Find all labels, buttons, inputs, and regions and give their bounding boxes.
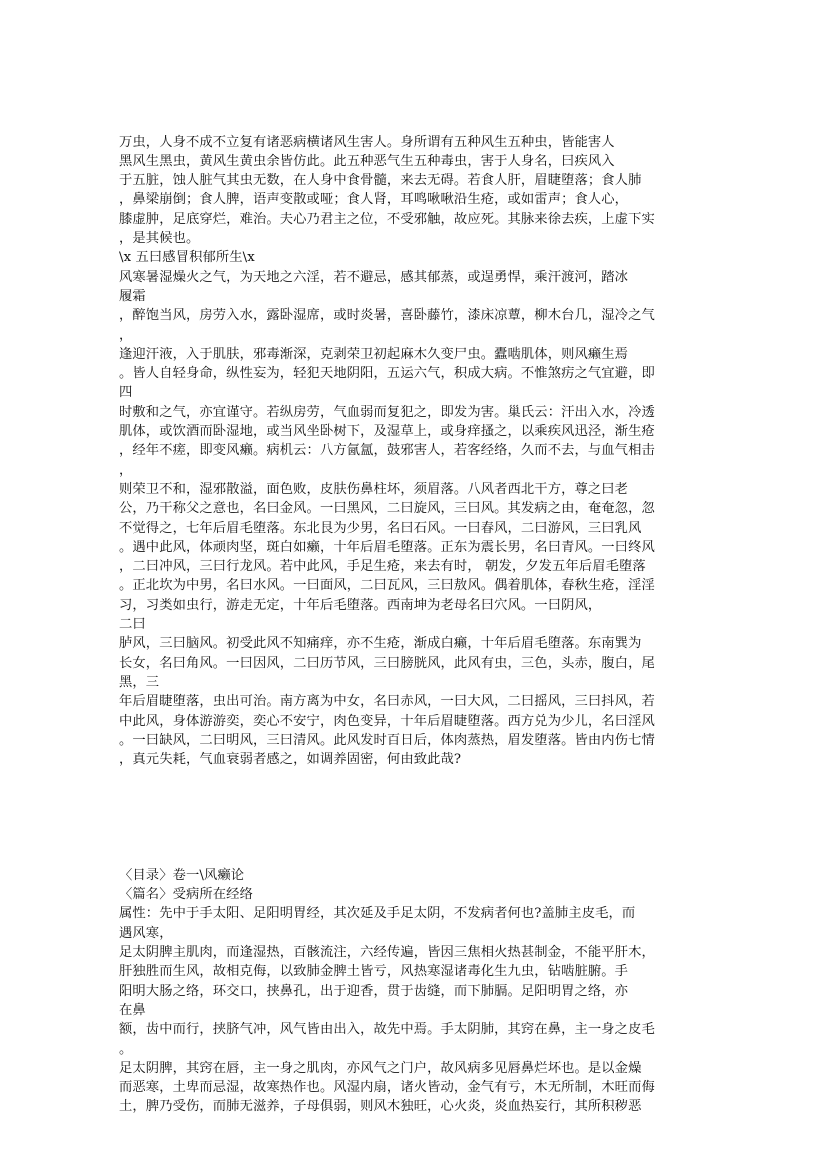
text-line: 在鼻 xyxy=(119,1002,146,1018)
text-line: 阳明大肠之络，环交口，挟鼻孔，出于迎香，贯于齿缝，而下肺膈。足阳明胃之络，亦 xyxy=(119,983,629,999)
text-line: 遇风寒， xyxy=(119,925,173,941)
section-fenglai-lun xyxy=(119,866,699,1117)
text-line: 足太阴脾，其窍在唇，主一身之肌肉，亦风气之门户，故风病多见唇鼻烂坏也。是以金燥 xyxy=(119,1060,642,1076)
text-line: 。遇中此风，体顽肉坚，斑白如癞，十年后眉毛堕落。正东为震长男，名曰青风。一曰终风 xyxy=(119,539,655,555)
text-line: 土，脾乃受伤，而肺无滋养，子母俱弱，则风木独旺，心火炎，炎血热妄行，其所积秽恶 xyxy=(119,1099,642,1115)
text-line: ，醉饱当风，房劳入水，露卧湿席，或时炎暑，喜卧藤竹，漆床凉蕈，柳木台几，湿冷之气 xyxy=(119,308,655,324)
document-body xyxy=(119,94,699,1155)
text-line: ，是其候也。 xyxy=(119,231,200,247)
text-line: ， xyxy=(119,462,133,478)
text-line: 肝独胜而生风，故相克侮，以致肺金脾土皆亏，风热寒湿诸毒化生九虫，钻啮脏腑。手 xyxy=(119,964,629,980)
text-line: 二曰 xyxy=(119,617,146,633)
text-line: 黑，三 xyxy=(119,674,160,690)
text-line: 足太阴脾主肌肉，而逢湿热，百骸流注，六经传遍，皆因三焦相火热甚制金，不能平肝木， xyxy=(119,945,655,961)
text-line: 四 xyxy=(119,385,133,401)
text-line: 属性：先中于手太阳、足阳明胃经，其次延及手足太阴，不发病者何也?盖肺主皮毛，而 xyxy=(119,906,636,922)
text-line: 习，习类如虫行，游走无定，十年后毛堕落。西南坤为老母名曰穴风。一曰阴风， xyxy=(119,597,602,613)
text-line: 万虫，人身不成不立复有诸恶病横诸风生害人。身所谓有五种风生五种虫，皆能害人 xyxy=(119,134,615,150)
text-line: 胪风，三曰脑风。初受此风不知痛痒，亦不生疮，渐成白癞，十年后眉毛堕落。东南巽为 xyxy=(119,636,642,652)
text-line: 。皆人自轻身命，纵性妄为，轻犯天地阴阳，五运六气，积成大病。不惟煞疠之气宜避，即 xyxy=(119,366,655,382)
text-line: 额，齿中而行，挟脐气冲，风气皆由出入，故先中焉。手太阴肺，其窍在鼻，主一身之皮毛 xyxy=(119,1022,655,1038)
text-line: 逢迎汗液，入于肌肤，邪毒渐深，克剥荣卫初起麻木久变尸虫。蠹啮肌体，则风癞生焉 xyxy=(119,346,629,362)
text-line: 黑风生黑虫，黄风生黄虫余皆仿此。此五种恶气生五种毒虫，害于人身名，曰疾风入 xyxy=(119,153,615,169)
text-line: 履霜 xyxy=(119,288,146,304)
text-line: 于五脏，蚀人脏气其虫无数，在人身中食骨髓，来去无碍。若食人肝，眉睫堕落；食人肺 xyxy=(119,173,642,189)
text-line: ，鼻梁崩倒；食人脾，语声变散或哑；食人肾，耳鸣啾啾沿生疮，或如雷声；食人心， xyxy=(119,192,629,208)
text-line: 膝虚肿，足底穿烂，难治。夫心乃君主之位，不受邪触，故应死。其脉来徐去疾，上虚下实 xyxy=(119,211,655,227)
text-line: 。正北坎为中男，名曰水风。一曰面风，二曰瓦风，三曰敖风。偶着肌体，春秋生疮，淫淫 xyxy=(119,578,655,594)
text-line: 则荣卫不和，湿邪散溢，面色败，皮肤伤鼻柱坏，须眉落。八风者西北干方，尊之曰老 xyxy=(119,481,629,497)
text-line: 〈目录〉卷一\风癞论 xyxy=(119,867,245,883)
text-line: 肌体，或饮酒而卧湿地，或当风坐卧树下，及湿草上，或身痒搔之，以乘疾风迅泾，渐生疮 xyxy=(119,424,655,440)
section-gap xyxy=(119,808,699,827)
text-line: 而恶寒，土卑而忌湿，故寒热作也。风湿内扇，诸火皆动，金气有亏，木无所制，木旺而侮 xyxy=(119,1080,655,1096)
text-line: ，经年不瘥，即变风癞。病机云：八方氤氲，鼓邪害人，若客经络，久而不去，与血气相击 xyxy=(119,443,655,459)
text-line: ，真元失耗，气血衰弱者感之，如调养固密，何由致此哉? xyxy=(119,752,462,768)
text-line: 。 xyxy=(119,1041,133,1057)
text-line: 。一曰缺风，二曰明风，三曰清风。此风发时百日后，体肉蒸热，眉发堕落。皆由内伤七情 xyxy=(119,732,655,748)
text-line: 中此风，身体游游奕，奕心不安宁，肉色变异，十年后眉睫堕落。西方兑为少儿，名曰淫风 xyxy=(119,713,655,729)
text-line: 年后眉睫堕落，虫出可治。南方离为中女，名曰赤风，一曰大风，二曰摇风，三曰抖风，若 xyxy=(119,694,655,710)
text-line: 〈篇名〉受病所在经络 xyxy=(119,887,253,903)
text-line: ，二曰冲风，三曰行龙风。若中此风，手足生疮，来去有时， 朝发，夕发五年后眉毛堕落 xyxy=(119,559,646,575)
text-line: 长女，名曰角风。一曰因风，二曰历节风，三曰膀胱风，此风有虫，三色，头赤，腹白，尾 xyxy=(119,655,655,671)
text-line: ， xyxy=(119,327,133,343)
text-line: 风寒暑湿燥火之气，为天地之六淫，若不避忌，感其郁蒸，或逞勇悍，乘汗渡河，踏冰 xyxy=(119,269,629,285)
text-line: \x 五曰感冒积郁所生\x xyxy=(119,250,255,266)
section-fengchong xyxy=(119,133,699,770)
text-line: 公，乃干称父之意也，名曰金风。一曰黑风，二曰旋风，三曰风。其发病之由，奄奄忽，忽 xyxy=(119,501,655,517)
text-line: 不觉得之，七年后眉毛堕落。东北艮为少男，名曰石风。一曰春风，二曰游风，三曰乳风 xyxy=(119,520,642,536)
text-line: 时敷和之气，亦宜谨守。若纵房劳，气血弱而复犯之，即发为害。巢氏云：汗出入水，冷透 xyxy=(119,404,655,420)
